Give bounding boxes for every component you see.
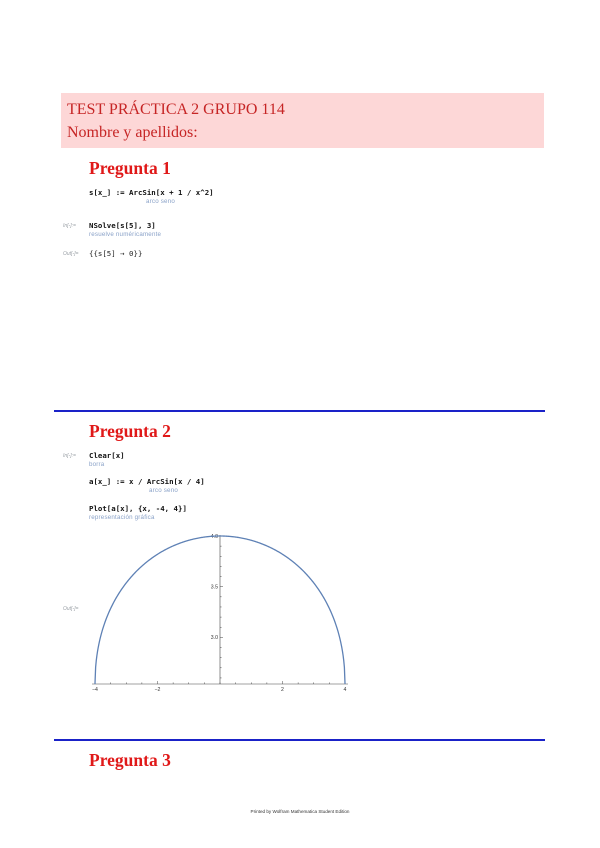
title-cell — [61, 93, 544, 148]
y-tick-label: 3.5 — [210, 584, 218, 591]
print-footer: Printed by Wolfram Mathematica Student Edition — [250, 809, 350, 814]
output-label: Out[-]= — [63, 251, 79, 257]
output-value: {{s[5] → 0}} — [89, 249, 143, 258]
section-heading-3: Pregunta 3 — [89, 750, 171, 770]
x-tick-label: 2 — [281, 687, 284, 693]
x-tick-label: −2 — [154, 687, 161, 693]
input-label: In[-]:= — [63, 453, 76, 459]
output-label: Out[-]= — [63, 606, 79, 612]
y-tick-label: 4.0 — [210, 533, 218, 540]
name-field-label: Nombre y apellidos: — [67, 124, 198, 141]
document-title: TEST PRÁCTICA 2 GRUPO 114 — [67, 101, 285, 118]
section-divider-2 — [54, 739, 545, 741]
section-heading-1: Pregunta 1 — [89, 158, 171, 178]
x-tick-label: 4 — [343, 687, 347, 693]
y-tick-label: 3.0 — [210, 635, 218, 642]
x-tick-label: −4 — [92, 687, 98, 693]
hint-clear: borra — [89, 461, 105, 468]
hint-plot: representación gráfica — [89, 514, 155, 521]
input-code-nsolve[interactable]: NSolve[s[5], 3] — [89, 221, 156, 230]
section-divider-1 — [54, 410, 545, 412]
input-label: In[-]:= — [63, 223, 76, 229]
hint-arcsin: arco seno — [146, 198, 175, 205]
hint-nsolve: resuelve numéricamente — [89, 231, 162, 238]
plot-ticks — [92, 534, 347, 693]
hint-arcsin-2: arco seno — [149, 487, 178, 494]
input-code-s-definition[interactable]: s[x_] := ArcSin[x + 1 / x^2] — [89, 188, 214, 197]
series-line — [95, 533, 345, 684]
plot-axes — [92, 535, 348, 684]
plot-series — [95, 533, 345, 684]
section-heading-2: Pregunta 2 — [89, 421, 171, 441]
input-code-a-definition[interactable]: a[x_] := x / ArcSin[x / 4] — [89, 477, 205, 486]
input-code-clear[interactable]: Clear[x] — [89, 451, 125, 460]
input-code-plot[interactable]: Plot[a[x], {x, -4, 4}] — [89, 504, 187, 513]
